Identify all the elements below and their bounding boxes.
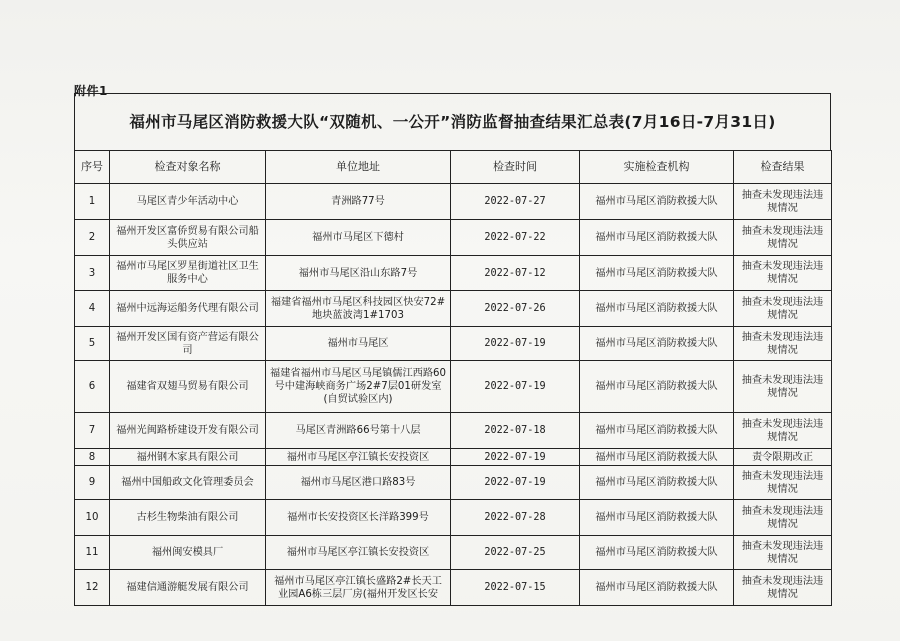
attachment-label: 附件1 <box>74 84 108 98</box>
cell-address: 福建省福州市马尾区马尾镇儒江西路60号中建海峡商务广场2#7层01研发室(自贸试验区内) <box>266 361 451 413</box>
cell-date: 2022-07-18 <box>451 413 580 449</box>
cell-result: 抽查未发现违法违规情况 <box>734 220 832 256</box>
document-title: 福州市马尾区消防救援大队“双随机、一公开”消防监督抽查结果汇总表(7月16日-7月31日) <box>74 93 831 150</box>
cell-result: 抽查未发现违法违规情况 <box>734 184 832 220</box>
table-row <box>75 184 832 220</box>
cell-result: 责令限期改正 <box>734 449 832 466</box>
cell-seq: 9 <box>75 466 110 500</box>
cell-name: 福州闽安模具厂 <box>110 536 266 570</box>
column-header-agency: 实施检查机构 <box>580 151 734 184</box>
cell-date: 2022-07-22 <box>451 220 580 256</box>
cell-agency: 福州市马尾区消防救援大队 <box>580 466 734 500</box>
table-row <box>75 220 832 256</box>
cell-name: 福州中远海运船务代理有限公司 <box>110 291 266 327</box>
cell-name: 福州开发区国有资产营运有限公司 <box>110 327 266 361</box>
cell-date: 2022-07-19 <box>451 361 580 413</box>
cell-seq: 10 <box>75 500 110 536</box>
table-row <box>75 536 832 570</box>
cell-result: 抽查未发现违法违规情况 <box>734 500 832 536</box>
column-header-seq: 序号 <box>75 151 110 184</box>
cell-address: 福州市马尾区亭江镇长安投资区 <box>266 449 451 466</box>
cell-address: 福州市长安投资区长洋路399号 <box>266 500 451 536</box>
cell-agency: 福州市马尾区消防救援大队 <box>580 570 734 606</box>
table-row <box>75 466 832 500</box>
cell-date: 2022-07-19 <box>451 449 580 466</box>
table-row <box>75 361 832 413</box>
cell-result: 抽查未发现违法违规情况 <box>734 361 832 413</box>
cell-name: 古杉生物柴油有限公司 <box>110 500 266 536</box>
column-header-result: 检查结果 <box>734 151 832 184</box>
table-row <box>75 327 832 361</box>
cell-result: 抽查未发现违法违规情况 <box>734 327 832 361</box>
cell-result: 抽查未发现违法违规情况 <box>734 466 832 500</box>
cell-seq: 4 <box>75 291 110 327</box>
cell-agency: 福州市马尾区消防救援大队 <box>580 256 734 291</box>
cell-seq: 1 <box>75 184 110 220</box>
cell-result: 抽查未发现违法违规情况 <box>734 413 832 449</box>
cell-name: 福州光闽路桥建设开发有限公司 <box>110 413 266 449</box>
column-header-address: 单位地址 <box>266 151 451 184</box>
cell-date: 2022-07-19 <box>451 466 580 500</box>
cell-result: 抽查未发现违法违规情况 <box>734 256 832 291</box>
cell-name: 福州中国船政文化管理委员会 <box>110 466 266 500</box>
column-header-name: 检查对象名称 <box>110 151 266 184</box>
cell-seq: 2 <box>75 220 110 256</box>
cell-date: 2022-07-26 <box>451 291 580 327</box>
column-header-date: 检查时间 <box>451 151 580 184</box>
cell-seq: 5 <box>75 327 110 361</box>
cell-address: 福州市马尾区沿山东路7号 <box>266 256 451 291</box>
cell-name: 马尾区青少年活动中心 <box>110 184 266 220</box>
table-row <box>75 256 832 291</box>
table-row <box>75 291 832 327</box>
cell-address: 福州市马尾区亭江镇长盛路2#长天工业园A6栋三层厂房(福州开发区长安 <box>266 570 451 606</box>
table-row <box>75 500 832 536</box>
table-row <box>75 570 832 606</box>
cell-address: 马尾区青洲路66号第十八层 <box>266 413 451 449</box>
cell-result: 抽查未发现违法违规情况 <box>734 291 832 327</box>
cell-seq: 11 <box>75 536 110 570</box>
cell-address: 福建省福州市马尾区科技园区快安72#地块蓝波湾1#1703 <box>266 291 451 327</box>
cell-agency: 福州市马尾区消防救援大队 <box>580 184 734 220</box>
cell-address: 青洲路77号 <box>266 184 451 220</box>
cell-address: 福州市马尾区 <box>266 327 451 361</box>
results-table <box>74 150 832 606</box>
cell-name: 福建省双翅马贸易有限公司 <box>110 361 266 413</box>
cell-agency: 福州市马尾区消防救援大队 <box>580 500 734 536</box>
cell-name: 福州市马尾区罗星街道社区卫生服务中心 <box>110 256 266 291</box>
cell-address: 福州市马尾区港口路83号 <box>266 466 451 500</box>
cell-name: 福建信通游艇发展有限公司 <box>110 570 266 606</box>
table-header-row <box>75 151 832 184</box>
table-row <box>75 413 832 449</box>
cell-agency: 福州市马尾区消防救援大队 <box>580 220 734 256</box>
cell-seq: 3 <box>75 256 110 291</box>
table-row <box>75 449 832 466</box>
cell-date: 2022-07-12 <box>451 256 580 291</box>
cell-name: 福州钢木家具有限公司 <box>110 449 266 466</box>
cell-date: 2022-07-15 <box>451 570 580 606</box>
cell-seq: 12 <box>75 570 110 606</box>
cell-seq: 7 <box>75 413 110 449</box>
cell-date: 2022-07-25 <box>451 536 580 570</box>
cell-agency: 福州市马尾区消防救援大队 <box>580 536 734 570</box>
cell-date: 2022-07-28 <box>451 500 580 536</box>
cell-agency: 福州市马尾区消防救援大队 <box>580 361 734 413</box>
cell-date: 2022-07-27 <box>451 184 580 220</box>
cell-result: 抽查未发现违法违规情况 <box>734 570 832 606</box>
cell-seq: 8 <box>75 449 110 466</box>
cell-name: 福州开发区富侨贸易有限公司船头供应站 <box>110 220 266 256</box>
cell-agency: 福州市马尾区消防救援大队 <box>580 413 734 449</box>
cell-address: 福州市马尾区亭江镇长安投资区 <box>266 536 451 570</box>
cell-date: 2022-07-19 <box>451 327 580 361</box>
cell-result: 抽查未发现违法违规情况 <box>734 536 832 570</box>
cell-seq: 6 <box>75 361 110 413</box>
cell-agency: 福州市马尾区消防救援大队 <box>580 327 734 361</box>
cell-address: 福州市马尾区下德村 <box>266 220 451 256</box>
cell-agency: 福州市马尾区消防救援大队 <box>580 449 734 466</box>
cell-agency: 福州市马尾区消防救援大队 <box>580 291 734 327</box>
